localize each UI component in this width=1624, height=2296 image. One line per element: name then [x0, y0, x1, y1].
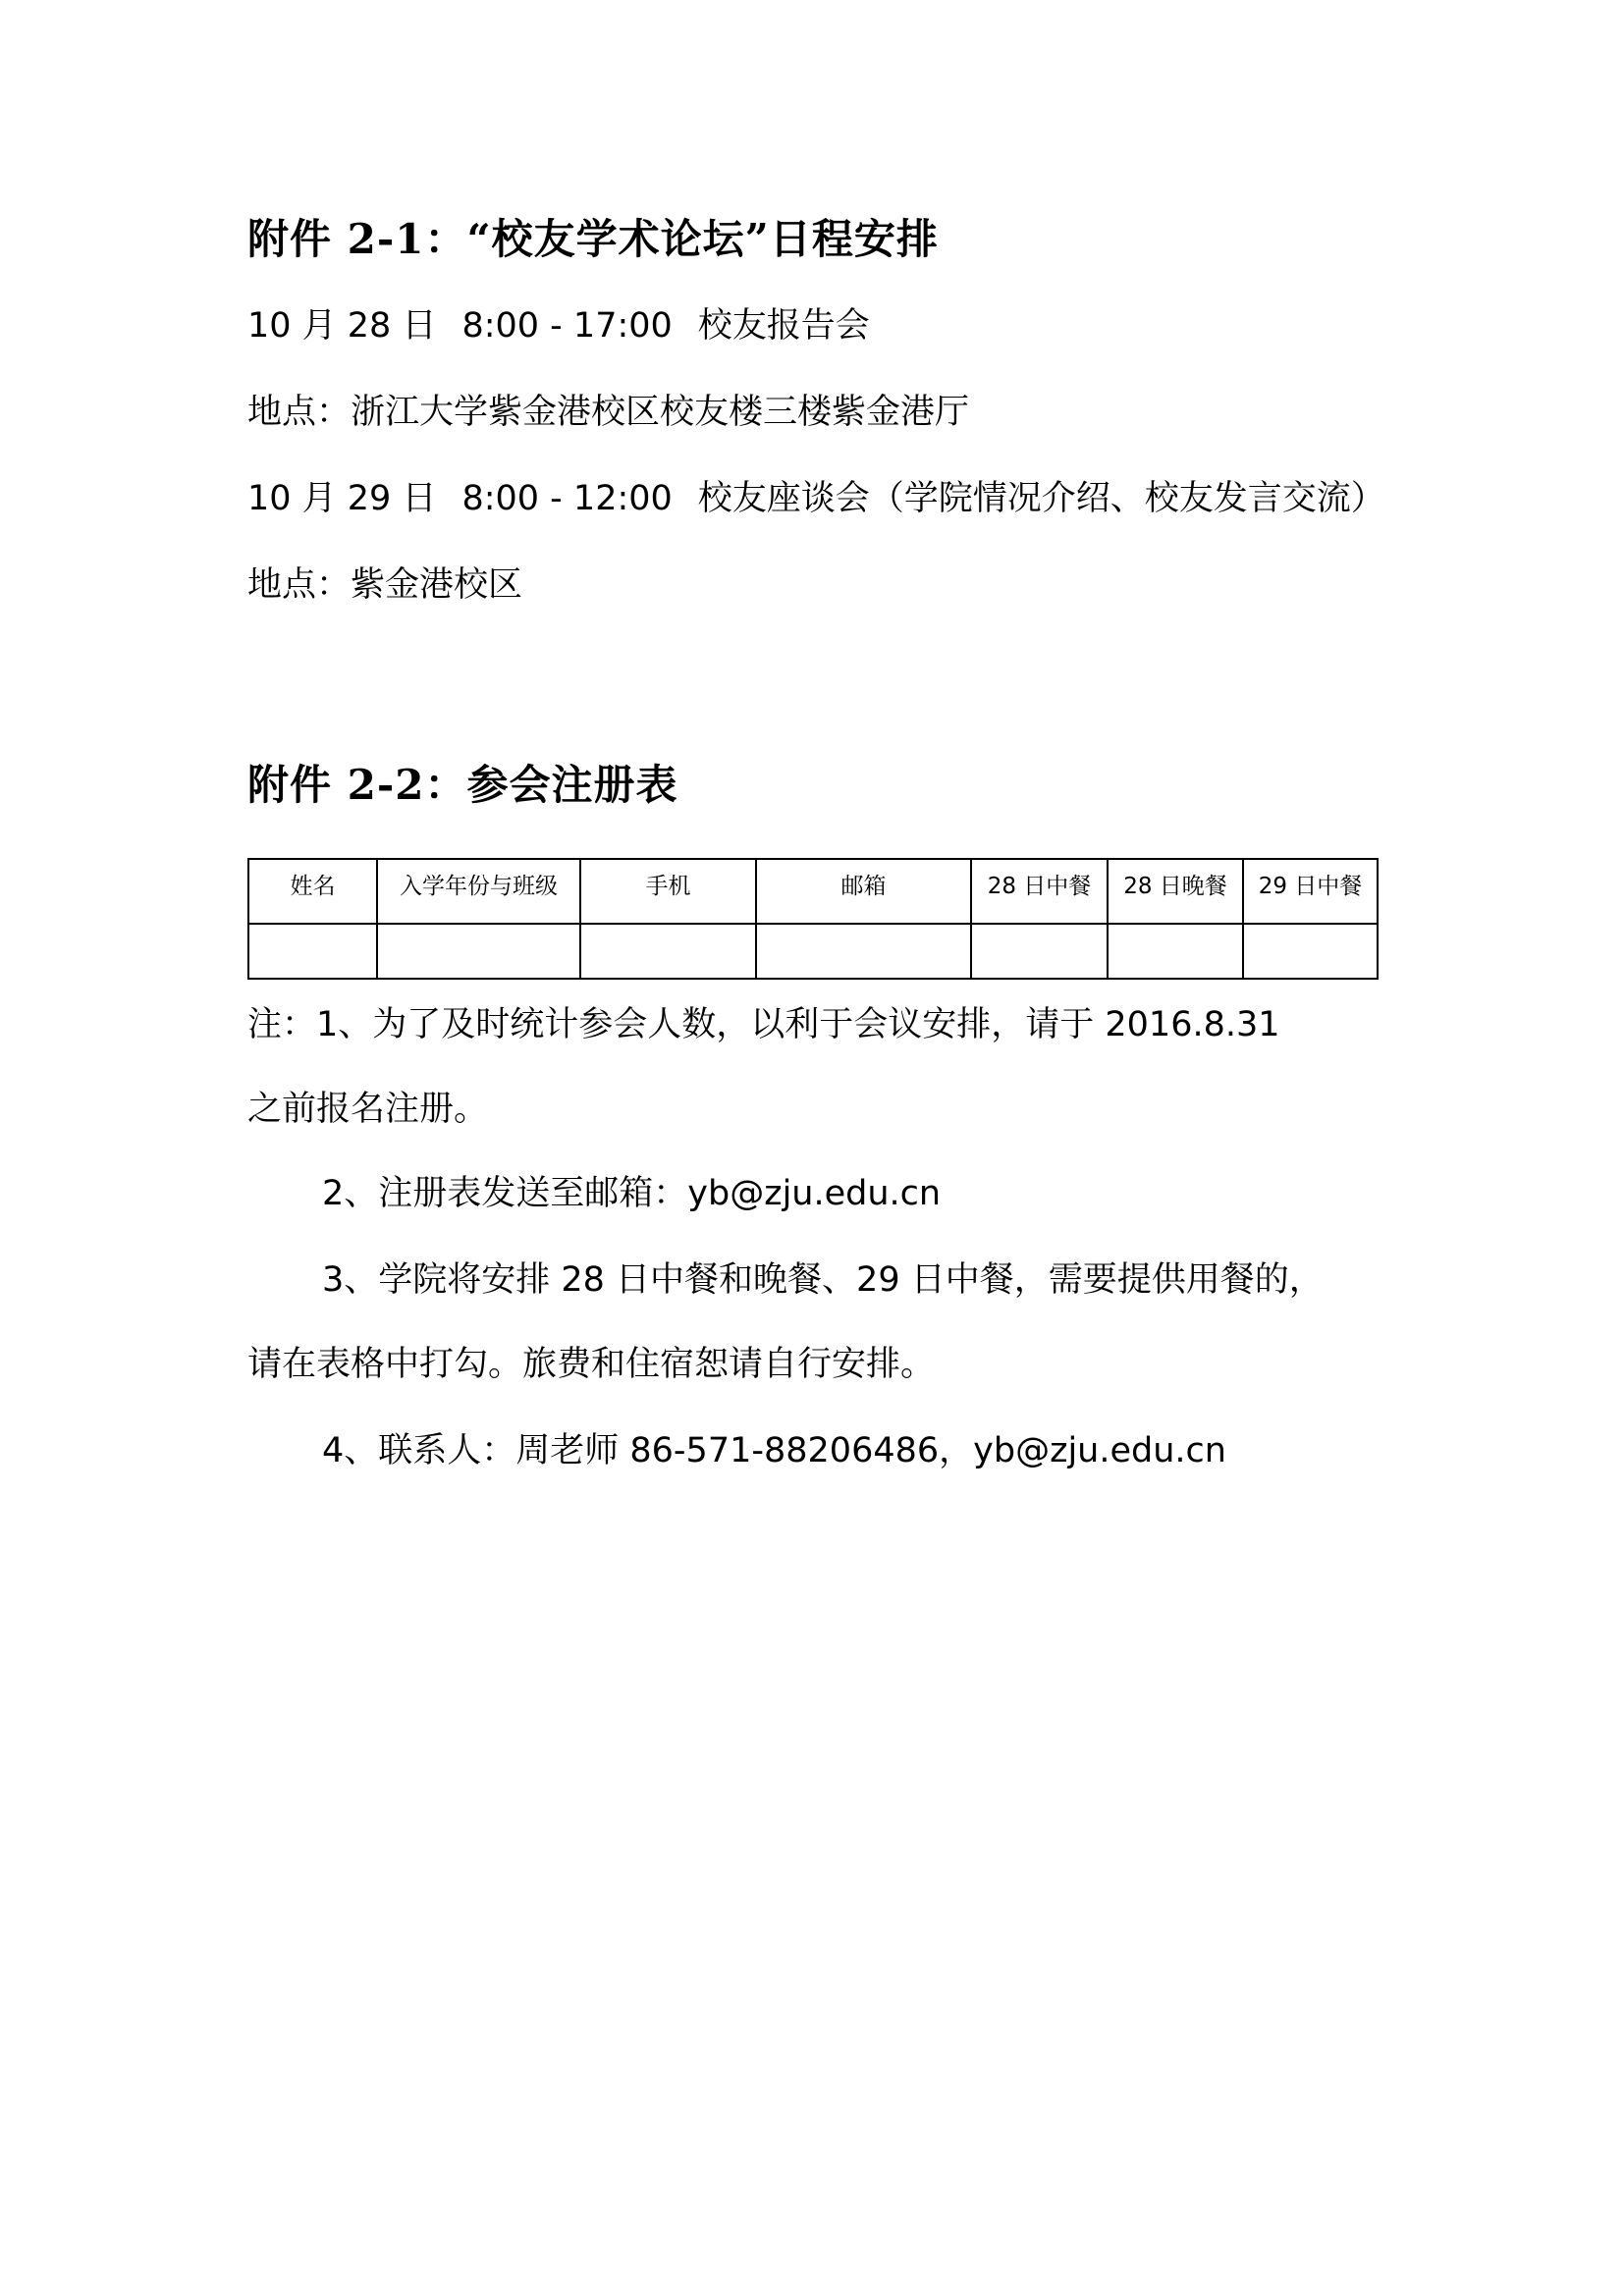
table-cell-28-dinner[interactable] [1108, 924, 1243, 979]
column-header-28-dinner: 28 日晚餐 [1108, 859, 1243, 924]
column-header-phone: 手机 [580, 859, 756, 924]
note-3-line-2: 请在表格中打勾。旅费和住宿恕请自行安排。 [247, 1345, 936, 1384]
column-header-email: 邮箱 [756, 859, 971, 924]
table-cell-29-lunch[interactable] [1243, 924, 1378, 979]
note-1-line-2: 之前报名注册。 [247, 1090, 489, 1129]
table-cell-email[interactable] [756, 924, 971, 979]
table-cell-28-lunch[interactable] [971, 924, 1108, 979]
schedule-day1-venue: 地点：浙江大学紫金港校区校友楼三楼紫金港厅 [247, 393, 970, 432]
table-row [248, 924, 1378, 979]
note-2: 2、注册表发送至邮箱：yb@zju.edu.cn [322, 1174, 942, 1213]
schedule-day2-time: 8:00 - 12:00 [461, 479, 673, 518]
note-3-line-1: 3、学院将安排 28 日中餐和晚餐、29 日中餐，需要提供用餐的， [322, 1260, 1324, 1300]
registration-table [247, 858, 1379, 980]
table-header-row [248, 859, 1378, 924]
column-header-28-lunch: 28 日中餐 [971, 859, 1108, 924]
schedule-day1 [247, 302, 870, 349]
column-header-name: 姓名 [248, 859, 377, 924]
table-cell-name[interactable] [248, 924, 377, 979]
note-4: 4、联系人：周老师 86-571-88206486，yb@zju.edu.cn [322, 1431, 1226, 1470]
schedule-day2-event: 校友座谈会（学院情况介绍、校友发言交流） [697, 479, 1385, 518]
schedule-day2-venue: 地点：紫金港校区 [247, 565, 523, 605]
schedule-day2 [247, 475, 1385, 522]
schedule-day1-time: 8:00 - 17:00 [461, 306, 673, 346]
schedule-day1-date: 10 月 28 日 [247, 306, 437, 346]
section2-heading: 附件 2-2：参会注册表 [247, 761, 678, 809]
table-cell-phone[interactable] [580, 924, 756, 979]
note-1-line-1: 注：1、为了及时统计参会人数，以利于会议安排，请于 2016.8.31 [247, 1005, 1280, 1044]
column-header-enrollment-class: 入学年份与班级 [377, 859, 580, 924]
schedule-day1-event: 校友报告会 [697, 306, 870, 346]
table-cell-enrollment-class[interactable] [377, 924, 580, 979]
schedule-day2-date: 10 月 29 日 [247, 479, 437, 518]
section1-heading: 附件 2-1：“校友学术论坛”日程安排 [247, 215, 939, 263]
column-header-29-lunch: 29 日中餐 [1243, 859, 1378, 924]
